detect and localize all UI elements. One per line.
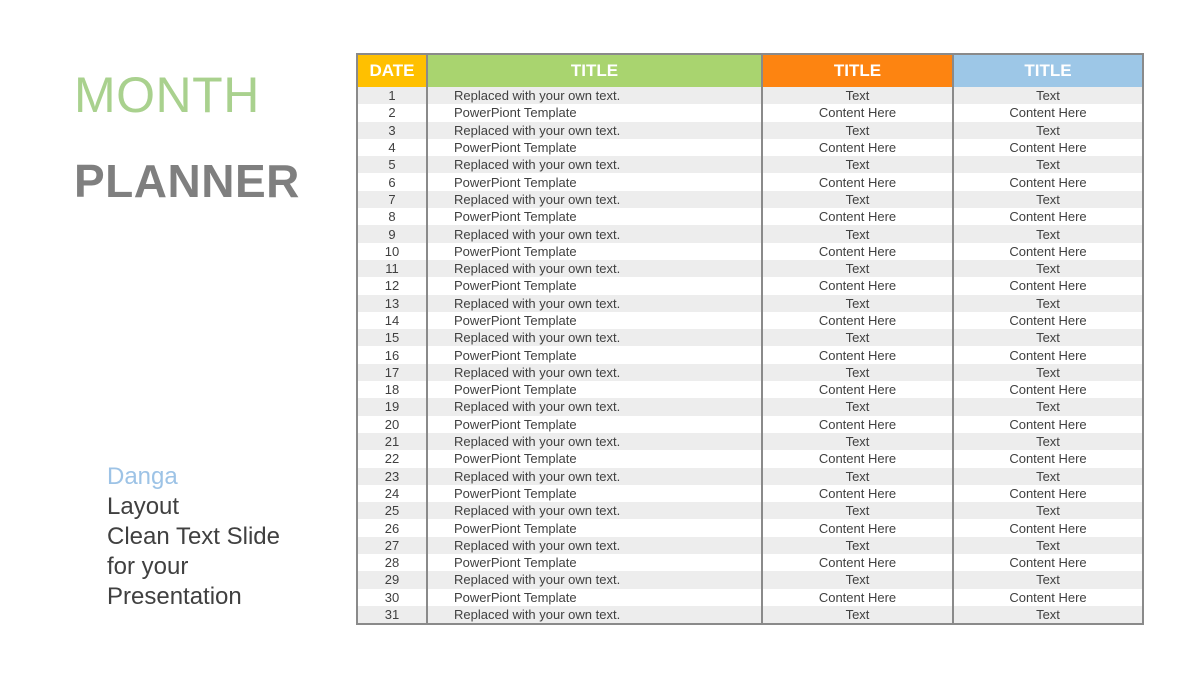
content-cell: Content Here [762, 208, 953, 225]
title-cell: PowerPiont Template [427, 104, 762, 121]
date-cell: 29 [357, 571, 427, 588]
side-text-accent: Danga [107, 463, 178, 490]
side-text-line: Layout [107, 493, 180, 520]
date-cell: 26 [357, 519, 427, 536]
title-cell: PowerPiont Template [427, 519, 762, 536]
date-cell: 28 [357, 554, 427, 571]
content-cell: Content Here [762, 312, 953, 329]
table-row [357, 381, 1143, 398]
content-cell: Text [762, 537, 953, 554]
date-cell: 27 [357, 537, 427, 554]
content-cell: Content Here [953, 381, 1143, 398]
title-cell: PowerPiont Template [427, 277, 762, 294]
side-text-line: Clean Text Slide [107, 523, 280, 550]
title-cell: Replaced with your own text. [427, 156, 762, 173]
table-row [357, 225, 1143, 242]
date-cell: 11 [357, 260, 427, 277]
title-cell: PowerPiont Template [427, 139, 762, 156]
content-cell: Content Here [762, 139, 953, 156]
content-cell: Text [762, 156, 953, 173]
header-title-2: TITLE [762, 54, 953, 87]
content-cell: Text [953, 364, 1143, 381]
content-cell: Text [762, 295, 953, 312]
date-cell: 13 [357, 295, 427, 312]
date-cell: 17 [357, 364, 427, 381]
table-row [357, 295, 1143, 312]
date-cell: 9 [357, 225, 427, 242]
header-title-1: TITLE [427, 54, 762, 87]
content-cell: Content Here [762, 381, 953, 398]
month-planner-table [356, 53, 1144, 625]
content-cell: Content Here [953, 554, 1143, 571]
content-cell: Text [953, 191, 1143, 208]
content-cell: Content Here [953, 243, 1143, 260]
title-cell: PowerPiont Template [427, 312, 762, 329]
title-cell: PowerPiont Template [427, 450, 762, 467]
content-cell: Text [953, 502, 1143, 519]
content-cell: Content Here [953, 485, 1143, 502]
table-row [357, 364, 1143, 381]
table-row [357, 519, 1143, 536]
content-cell: Content Here [953, 104, 1143, 121]
content-cell: Text [953, 398, 1143, 415]
title-cell: PowerPiont Template [427, 416, 762, 433]
date-cell: 4 [357, 139, 427, 156]
date-cell: 2 [357, 104, 427, 121]
content-cell: Content Here [762, 277, 953, 294]
content-cell: Content Here [953, 450, 1143, 467]
date-cell: 8 [357, 208, 427, 225]
content-cell: Text [953, 329, 1143, 346]
title-cell: PowerPiont Template [427, 346, 762, 363]
date-cell: 22 [357, 450, 427, 467]
table-row [357, 485, 1143, 502]
table-row [357, 156, 1143, 173]
content-cell: Text [762, 571, 953, 588]
table-row [357, 589, 1143, 606]
date-cell: 20 [357, 416, 427, 433]
content-cell: Text [762, 329, 953, 346]
date-cell: 10 [357, 243, 427, 260]
date-cell: 25 [357, 502, 427, 519]
title-cell: PowerPiont Template [427, 485, 762, 502]
table-row [357, 243, 1143, 260]
date-cell: 18 [357, 381, 427, 398]
date-cell: 14 [357, 312, 427, 329]
table-row [357, 191, 1143, 208]
content-cell: Text [762, 191, 953, 208]
title-cell: PowerPiont Template [427, 381, 762, 398]
title-cell: Replaced with your own text. [427, 537, 762, 554]
table-row [357, 346, 1143, 363]
heading-month: MONTH [74, 67, 260, 123]
table-row [357, 468, 1143, 485]
table-row [357, 312, 1143, 329]
content-cell: Content Here [762, 519, 953, 536]
side-text-block [107, 462, 280, 612]
title-cell: PowerPiont Template [427, 208, 762, 225]
table-row [357, 554, 1143, 571]
header-date: DATE [357, 54, 427, 87]
content-cell: Content Here [762, 104, 953, 121]
date-cell: 30 [357, 589, 427, 606]
content-cell: Text [953, 606, 1143, 624]
date-cell: 15 [357, 329, 427, 346]
title-cell: Replaced with your own text. [427, 502, 762, 519]
content-cell: Content Here [953, 519, 1143, 536]
date-cell: 6 [357, 173, 427, 190]
date-cell: 19 [357, 398, 427, 415]
side-text-line: for your [107, 553, 189, 580]
content-cell: Content Here [762, 554, 953, 571]
content-cell: Text [953, 260, 1143, 277]
content-cell: Content Here [762, 485, 953, 502]
table-row [357, 416, 1143, 433]
title-cell: PowerPiont Template [427, 554, 762, 571]
title-cell: PowerPiont Template [427, 589, 762, 606]
table-row [357, 433, 1143, 450]
title-cell: Replaced with your own text. [427, 606, 762, 624]
date-cell: 24 [357, 485, 427, 502]
content-cell: Text [762, 606, 953, 624]
date-cell: 16 [357, 346, 427, 363]
table-row [357, 398, 1143, 415]
table-row [357, 208, 1143, 225]
title-cell: PowerPiont Template [427, 243, 762, 260]
date-cell: 23 [357, 468, 427, 485]
content-cell: Content Here [762, 346, 953, 363]
table-row [357, 329, 1143, 346]
content-cell: Text [762, 87, 953, 104]
content-cell: Content Here [953, 312, 1143, 329]
content-cell: Text [953, 433, 1143, 450]
title-cell: Replaced with your own text. [427, 433, 762, 450]
title-cell: Replaced with your own text. [427, 329, 762, 346]
date-cell: 7 [357, 191, 427, 208]
table-header [357, 54, 1143, 87]
content-cell: Content Here [762, 450, 953, 467]
table-row [357, 260, 1143, 277]
table-row [357, 139, 1143, 156]
content-cell: Content Here [953, 173, 1143, 190]
content-cell: Text [762, 468, 953, 485]
content-cell: Text [953, 122, 1143, 139]
date-cell: 1 [357, 87, 427, 104]
content-cell: Text [762, 225, 953, 242]
date-cell: 5 [357, 156, 427, 173]
content-cell: Content Here [953, 139, 1143, 156]
title-cell: Replaced with your own text. [427, 364, 762, 381]
table-row [357, 606, 1143, 624]
title-cell: Replaced with your own text. [427, 468, 762, 485]
title-cell: Replaced with your own text. [427, 191, 762, 208]
content-cell: Text [953, 87, 1143, 104]
table-row [357, 87, 1143, 104]
content-cell: Text [762, 260, 953, 277]
header-title-3: TITLE [953, 54, 1143, 87]
heading-planner: PLANNER [74, 155, 300, 207]
content-cell: Text [762, 502, 953, 519]
content-cell: Text [762, 398, 953, 415]
table-row [357, 277, 1143, 294]
content-cell: Content Here [953, 346, 1143, 363]
content-cell: Text [953, 537, 1143, 554]
side-text-line: Presentation [107, 583, 242, 610]
content-cell: Content Here [953, 416, 1143, 433]
content-cell: Content Here [762, 243, 953, 260]
date-cell: 21 [357, 433, 427, 450]
table-row [357, 104, 1143, 121]
title-cell: Replaced with your own text. [427, 225, 762, 242]
title-cell: Replaced with your own text. [427, 87, 762, 104]
content-cell: Text [953, 295, 1143, 312]
content-cell: Text [953, 156, 1143, 173]
table-row [357, 537, 1143, 554]
table-row [357, 571, 1143, 588]
title-cell: Replaced with your own text. [427, 295, 762, 312]
table-row [357, 502, 1143, 519]
content-cell: Content Here [953, 277, 1143, 294]
table-row [357, 122, 1143, 139]
content-cell: Content Here [953, 208, 1143, 225]
content-cell: Text [762, 433, 953, 450]
title-cell: Replaced with your own text. [427, 122, 762, 139]
date-cell: 12 [357, 277, 427, 294]
title-cell: Replaced with your own text. [427, 571, 762, 588]
content-cell: Text [762, 364, 953, 381]
content-cell: Content Here [953, 589, 1143, 606]
date-cell: 3 [357, 122, 427, 139]
content-cell: Content Here [762, 589, 953, 606]
table-body [357, 87, 1143, 624]
content-cell: Text [953, 468, 1143, 485]
content-cell: Content Here [762, 173, 953, 190]
content-cell: Text [953, 225, 1143, 242]
content-cell: Text [953, 571, 1143, 588]
date-cell: 31 [357, 606, 427, 624]
content-cell: Text [762, 122, 953, 139]
table-row [357, 450, 1143, 467]
table-row [357, 173, 1143, 190]
title-cell: Replaced with your own text. [427, 260, 762, 277]
title-cell: Replaced with your own text. [427, 398, 762, 415]
content-cell: Content Here [762, 416, 953, 433]
title-cell: PowerPiont Template [427, 173, 762, 190]
